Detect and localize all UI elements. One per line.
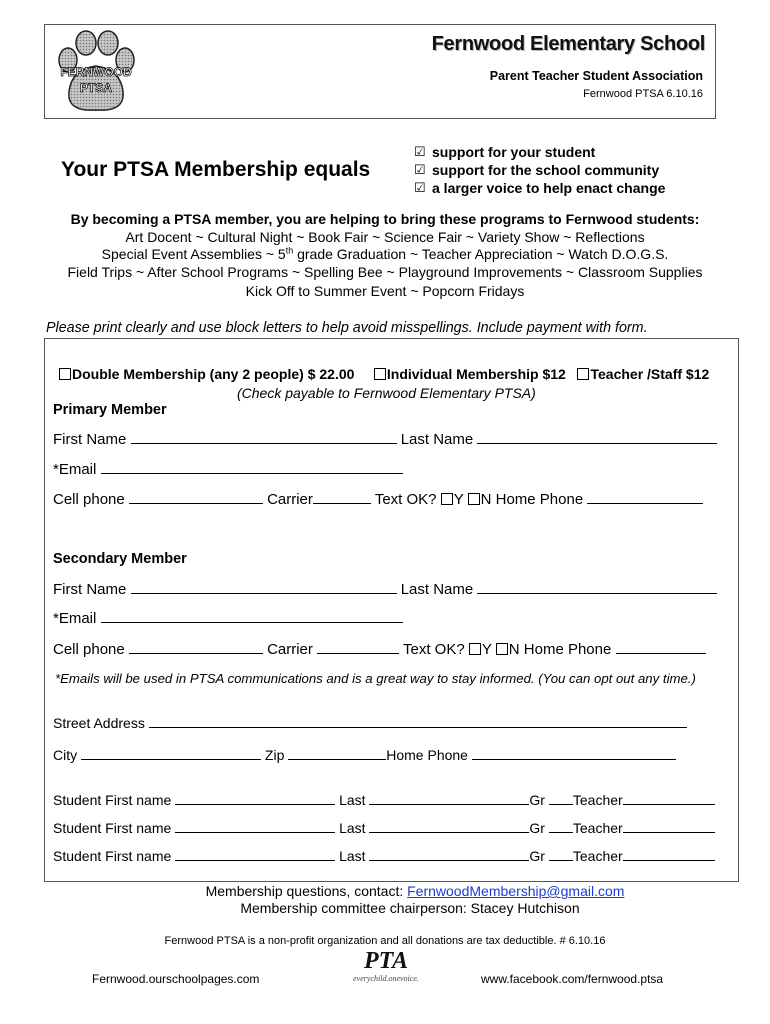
zip-field[interactable]	[288, 747, 386, 760]
student-3-last-name-field[interactable]	[369, 848, 529, 861]
carrier-label: Carrier	[267, 641, 313, 658]
primary-last-name-field[interactable]	[477, 431, 717, 444]
student-2-first-name-field[interactable]	[175, 820, 335, 833]
ordinal-suffix: th	[285, 245, 294, 256]
city-label: City	[53, 747, 78, 763]
primary-text-no-checkbox[interactable]	[468, 493, 480, 505]
student-teacher-label: Teacher	[572, 820, 623, 836]
benefit-item	[414, 179, 665, 197]
home-phone-label: Home Phone	[523, 641, 612, 658]
address-home-phone-field[interactable]	[472, 747, 676, 760]
student-last-label: Last	[339, 792, 366, 808]
pta-logo-text: PTA	[363, 948, 409, 974]
primary-home-phone-field[interactable]	[587, 491, 703, 504]
checkbox-checked-icon: ☑	[414, 162, 426, 177]
student-first-name-label: Student First name	[53, 792, 172, 808]
student-3-first-name-field[interactable]	[175, 848, 335, 861]
instructions: Please print clearly and use block letters to help avoid misspellings. Include payment with form.	[46, 320, 648, 336]
student-1-grade-field[interactable]	[549, 792, 573, 805]
student-row	[53, 792, 715, 808]
benefits-list	[414, 143, 665, 197]
primary-email-row	[53, 461, 403, 478]
secondary-last-name-field[interactable]	[477, 581, 717, 594]
carrier-label: Carrier	[267, 491, 313, 508]
student-last-label: Last	[339, 848, 366, 864]
home-phone-label: Home Phone	[386, 747, 468, 763]
teacher-staff-checkbox[interactable]	[577, 368, 589, 380]
student-1-teacher-field[interactable]	[623, 792, 715, 805]
street-address-label: Street Address	[53, 715, 145, 731]
primary-carrier-field[interactable]	[313, 491, 371, 504]
individual-membership-label: Individual Membership $12	[386, 366, 566, 382]
secondary-member-heading: Secondary Member	[53, 551, 187, 567]
student-3-teacher-field[interactable]	[623, 848, 715, 861]
city-field[interactable]	[81, 747, 261, 760]
contact-label: Membership questions, contact:	[205, 883, 408, 899]
zip-label: Zip	[264, 747, 285, 763]
association-name: Parent Teacher Student Association	[489, 69, 703, 83]
student-1-first-name-field[interactable]	[175, 792, 335, 805]
primary-email-field[interactable]	[101, 461, 403, 474]
student-last-label: Last	[339, 820, 366, 836]
secondary-phone-row	[53, 641, 706, 658]
student-teacher-label: Teacher	[572, 848, 623, 864]
benefit-label: a larger voice to help enact change	[432, 180, 666, 196]
primary-cell-phone-field[interactable]	[129, 491, 263, 504]
programs-line-3: Field Trips ~ After School Programs ~ Spelling Bee ~ Playground Improvements ~ Classroom Supplies	[67, 263, 703, 280]
street-address-field[interactable]	[149, 715, 687, 728]
double-membership-label: Double Membership (any 2 people) $ 22.00	[72, 366, 355, 382]
email-usage-note: *Emails will be used in PTSA communications and is a great way to stay informed. (You can opt out any time.)	[55, 671, 696, 686]
programs-block	[0, 211, 770, 301]
student-2-grade-field[interactable]	[549, 820, 573, 833]
teacher-staff-label: Teacher /Staff $12	[590, 366, 710, 382]
benefit-label: support for your student	[432, 144, 596, 160]
membership-title: Your PTSA Membership equals	[61, 158, 371, 181]
yes-label: Y	[481, 641, 492, 658]
secondary-home-phone-field[interactable]	[616, 641, 706, 654]
student-grade-label: Gr	[529, 792, 545, 808]
student-row	[53, 848, 715, 864]
secondary-text-no-checkbox[interactable]	[496, 643, 508, 655]
programs-line-2-start: Special Event Assemblies ~ 5	[101, 246, 286, 262]
nonprofit-note: Fernwood PTSA is a non-profit organization and all donations are tax deductible. # 6.10.16	[164, 935, 606, 947]
student-grade-label: Gr	[529, 848, 545, 864]
secondary-first-name-field[interactable]	[131, 581, 397, 594]
last-name-label: Last Name	[400, 581, 474, 598]
logo-text-line2: PTSA	[79, 81, 113, 95]
checkbox-checked-icon: ☑	[414, 144, 426, 159]
first-name-label: First Name	[53, 581, 127, 598]
student-first-name-label: Student First name	[53, 820, 172, 836]
no-label: N	[508, 641, 520, 658]
programs-line-1: Art Docent ~ Cultural Night ~ Book Fair ~ Science Fair ~ Variety Show ~ Reflections	[125, 228, 645, 245]
student-3-grade-field[interactable]	[549, 848, 573, 861]
primary-name-row	[53, 431, 717, 448]
student-grade-label: Gr	[529, 820, 545, 836]
double-membership-checkbox[interactable]	[59, 368, 71, 380]
pta-logo	[340, 946, 432, 986]
primary-phone-row	[53, 491, 703, 508]
membership-options	[59, 366, 709, 382]
secondary-cell-phone-field[interactable]	[129, 641, 263, 654]
student-2-teacher-field[interactable]	[623, 820, 715, 833]
street-address-row	[53, 715, 687, 731]
primary-text-yes-checkbox[interactable]	[441, 493, 453, 505]
first-name-label: First Name	[53, 431, 127, 448]
home-phone-label: Home Phone	[495, 491, 584, 508]
chairperson: Membership committee chairperson: Stacey Hutchison	[240, 900, 580, 916]
check-payable-note: (Check payable to Fernwood Elementary PTSA)	[237, 385, 536, 401]
no-label: N	[480, 491, 492, 508]
text-ok-label: Text OK?	[402, 641, 465, 658]
benefit-label: support for the school community	[432, 162, 660, 178]
individual-membership-checkbox[interactable]	[374, 368, 386, 380]
header-box	[44, 24, 716, 119]
programs-line-4: Kick Off to Summer Event ~ Popcorn Fridays	[245, 283, 525, 299]
school-name: Fernwood Elementary School	[431, 33, 705, 55]
benefit-item	[414, 161, 665, 179]
text-ok-label: Text OK?	[374, 491, 437, 508]
email-label: *Email	[53, 461, 97, 478]
contact-email-link[interactable]: FernwoodMembership@gmail.com	[407, 883, 625, 899]
last-name-label: Last Name	[400, 431, 474, 448]
student-teacher-label: Teacher	[572, 792, 623, 808]
checkbox-checked-icon: ☑	[414, 180, 426, 195]
cell-phone-label: Cell phone	[53, 491, 125, 508]
pta-tagline: everychild.onevoice.	[353, 974, 419, 983]
email-label: *Email	[53, 610, 97, 627]
secondary-carrier-field[interactable]	[317, 641, 399, 654]
primary-member-heading: Primary Member	[53, 402, 167, 418]
student-1-last-name-field[interactable]	[369, 792, 529, 805]
programs-line-2-end: grade Graduation ~ Teacher Appreciation ~ Watch D.O.G.S.	[293, 246, 669, 262]
contact-block	[0, 883, 770, 917]
secondary-text-yes-checkbox[interactable]	[469, 643, 481, 655]
facebook-link[interactable]: www.facebook.com/fernwood.ptsa	[481, 972, 664, 986]
membership-form	[44, 338, 739, 882]
benefit-item	[414, 143, 665, 161]
student-first-name-label: Student First name	[53, 848, 172, 864]
programs-line-2	[0, 246, 770, 264]
yes-label: Y	[453, 491, 464, 508]
programs-intro: By becoming a PTSA member, you are helping to bring these programs to Fernwood students:	[70, 211, 700, 227]
contact-line	[0, 883, 770, 900]
logo-text-line1: FERNWOOD	[60, 65, 132, 79]
secondary-email-field[interactable]	[101, 610, 403, 623]
cell-phone-label: Cell phone	[53, 641, 125, 658]
student-2-last-name-field[interactable]	[369, 820, 529, 833]
primary-first-name-field[interactable]	[131, 431, 397, 444]
student-row	[53, 820, 715, 836]
form-version: Fernwood PTSA 6.10.16	[583, 88, 703, 100]
secondary-name-row	[53, 581, 717, 598]
paw-logo	[55, 30, 135, 114]
city-row	[53, 747, 676, 763]
secondary-email-row	[53, 610, 403, 627]
website-link[interactable]: Fernwood.ourschoolpages.com	[92, 972, 260, 986]
